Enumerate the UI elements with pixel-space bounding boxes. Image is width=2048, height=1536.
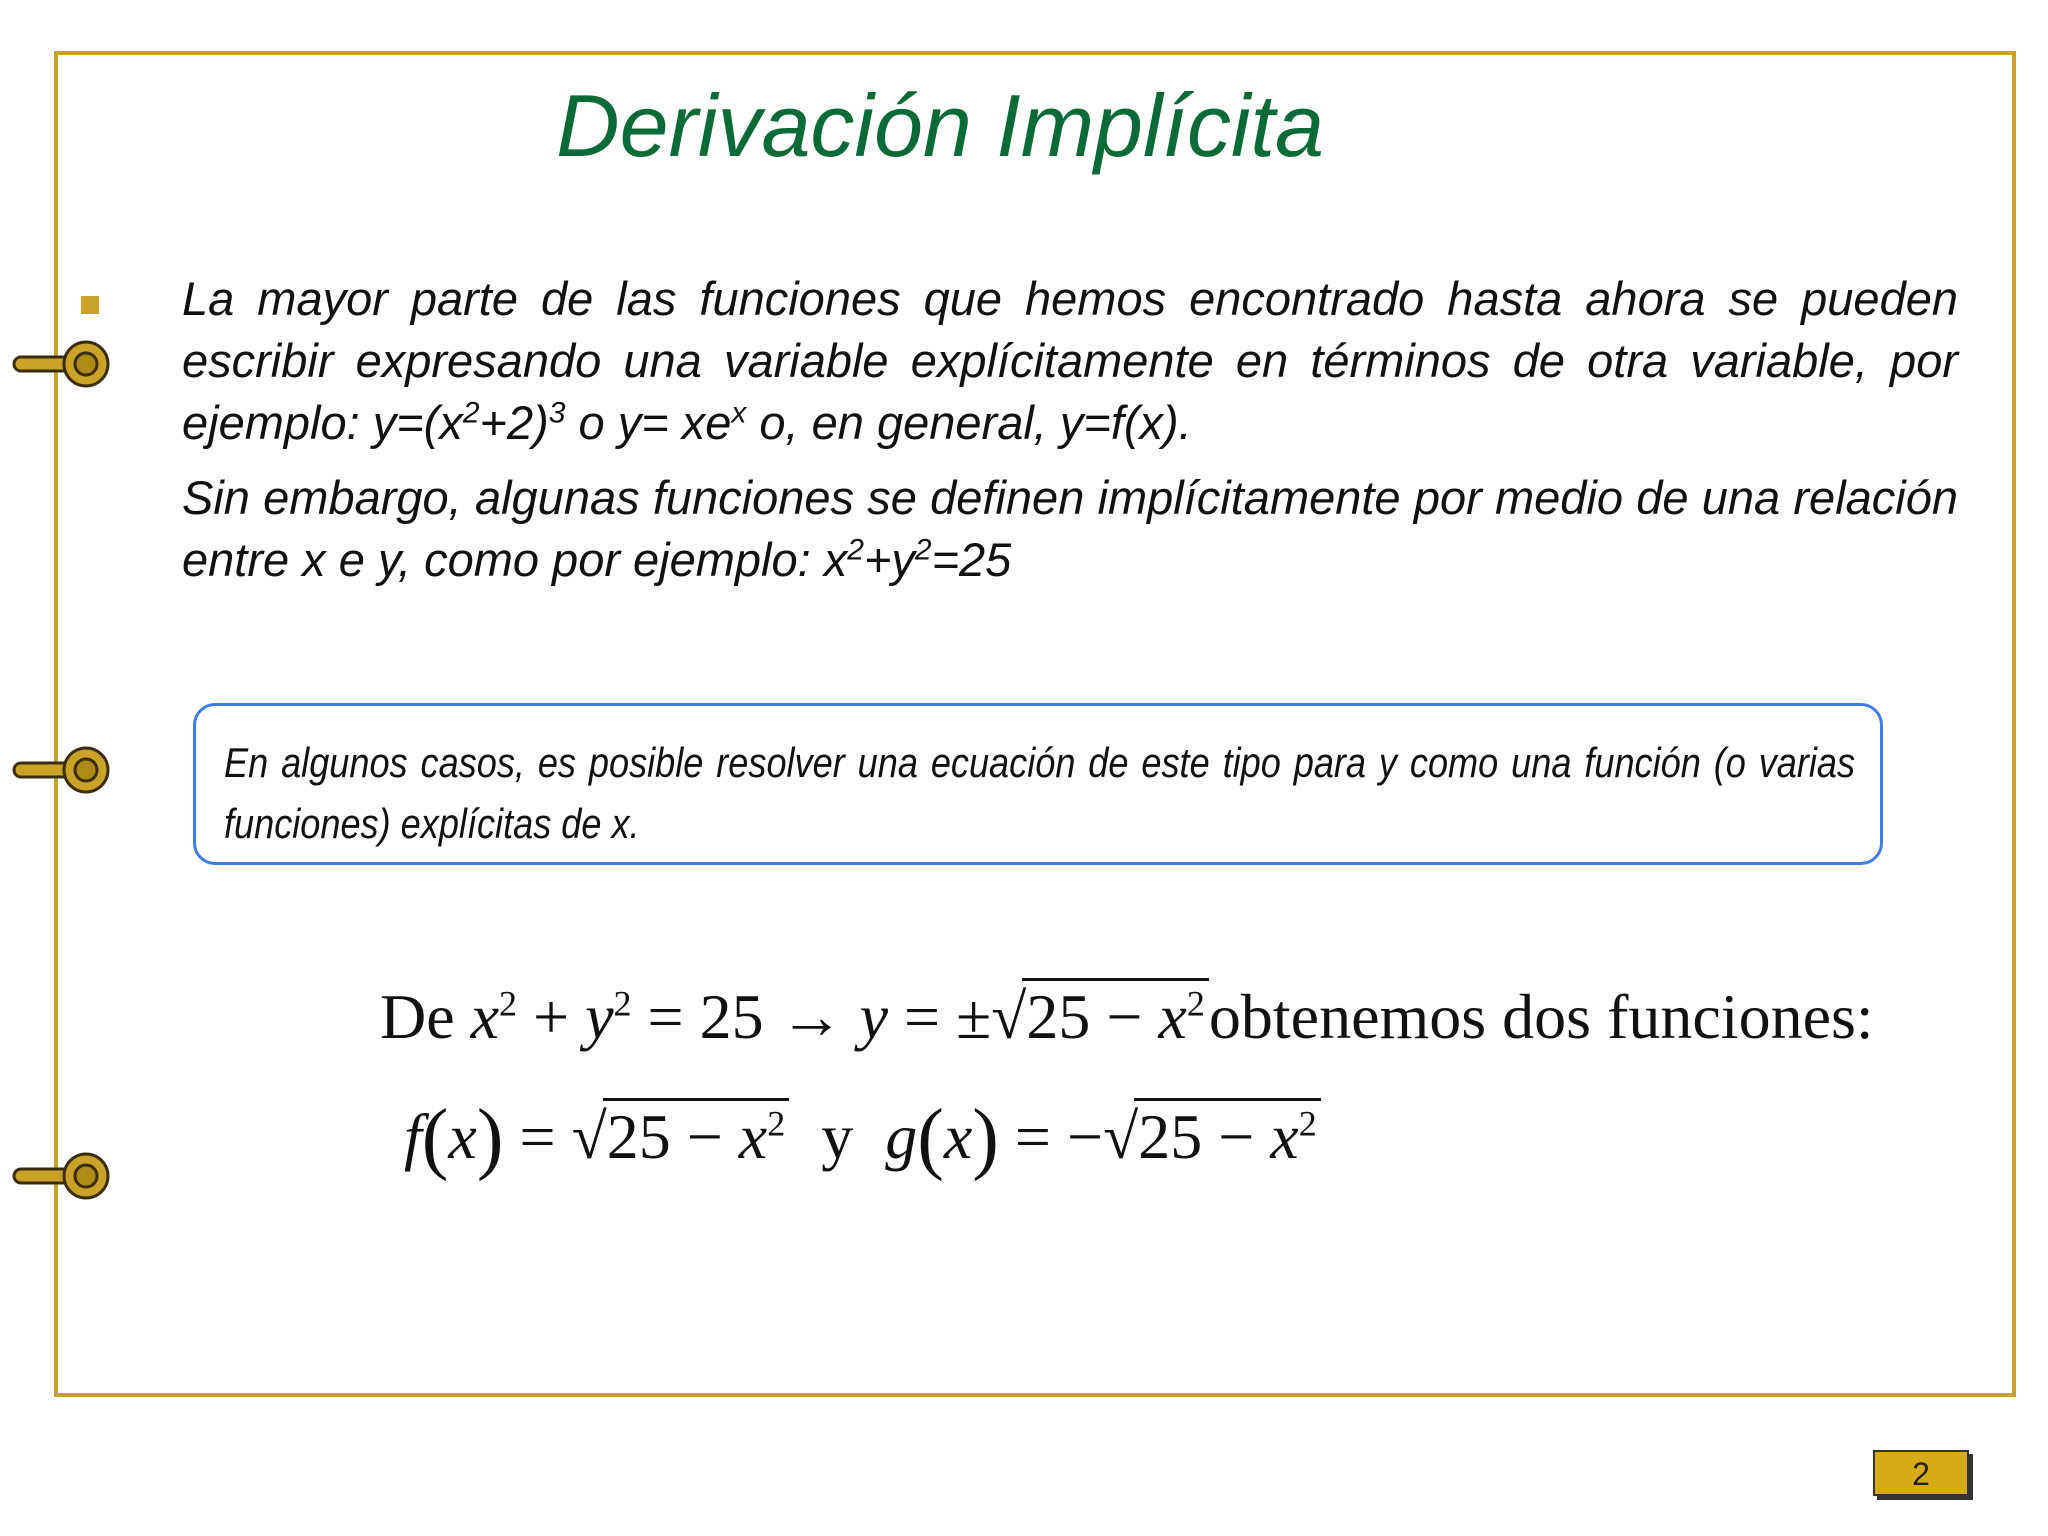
page-number-button[interactable]: 2 [1873, 1450, 1969, 1496]
equation-circle-solve: De $x^2 + y^2 = 25 \to y = \pm√25$ − $x^2obtenemos$ dos funciones: [380, 978, 1874, 1054]
bullet-square-icon [81, 296, 99, 314]
paragraph-implicit-functions: Sin embargo, algunas funciones se definen implícitamente por medio de una relación entre x e y, como por ejemplo: $x^2+y^2=25$ [182, 471, 1958, 586]
callout-text: En algunos casos, es posible resolver una ecuación de este tipo para y como una función (o varias funciones) explícitas de x. [224, 739, 1856, 847]
radicand: $25 - x^2$ [1134, 1098, 1321, 1169]
radicand: $25 - x^2$ [603, 1098, 790, 1169]
radical-sign: √ [571, 1101, 607, 1172]
radical-sign: √ [991, 981, 1027, 1052]
radical-sign: √ [1103, 1101, 1139, 1172]
binder-ring-icon [12, 1150, 118, 1204]
equation-two-functions: $f(x) = √25 - x^2$ y $g(x) = -√25 - x^2$ [404, 1093, 1321, 1184]
radicand: $25 - x^2$ [1022, 978, 1209, 1049]
binder-ring-icon [12, 338, 118, 392]
binder-ring-icon [12, 744, 118, 798]
paragraph-explicit-functions: La mayor parte de las funciones que hemos encontrado hasta ahora se pueden escribir expresando una variable explícitamente en términos de otra variable, por ejemplo: $y=(x^2+2)^3$ o $y= xe^x$ o, en general, y=f(x). [182, 272, 1958, 449]
slide-title: Derivación Implícita [556, 76, 1324, 175]
callout-box [193, 703, 1883, 865]
